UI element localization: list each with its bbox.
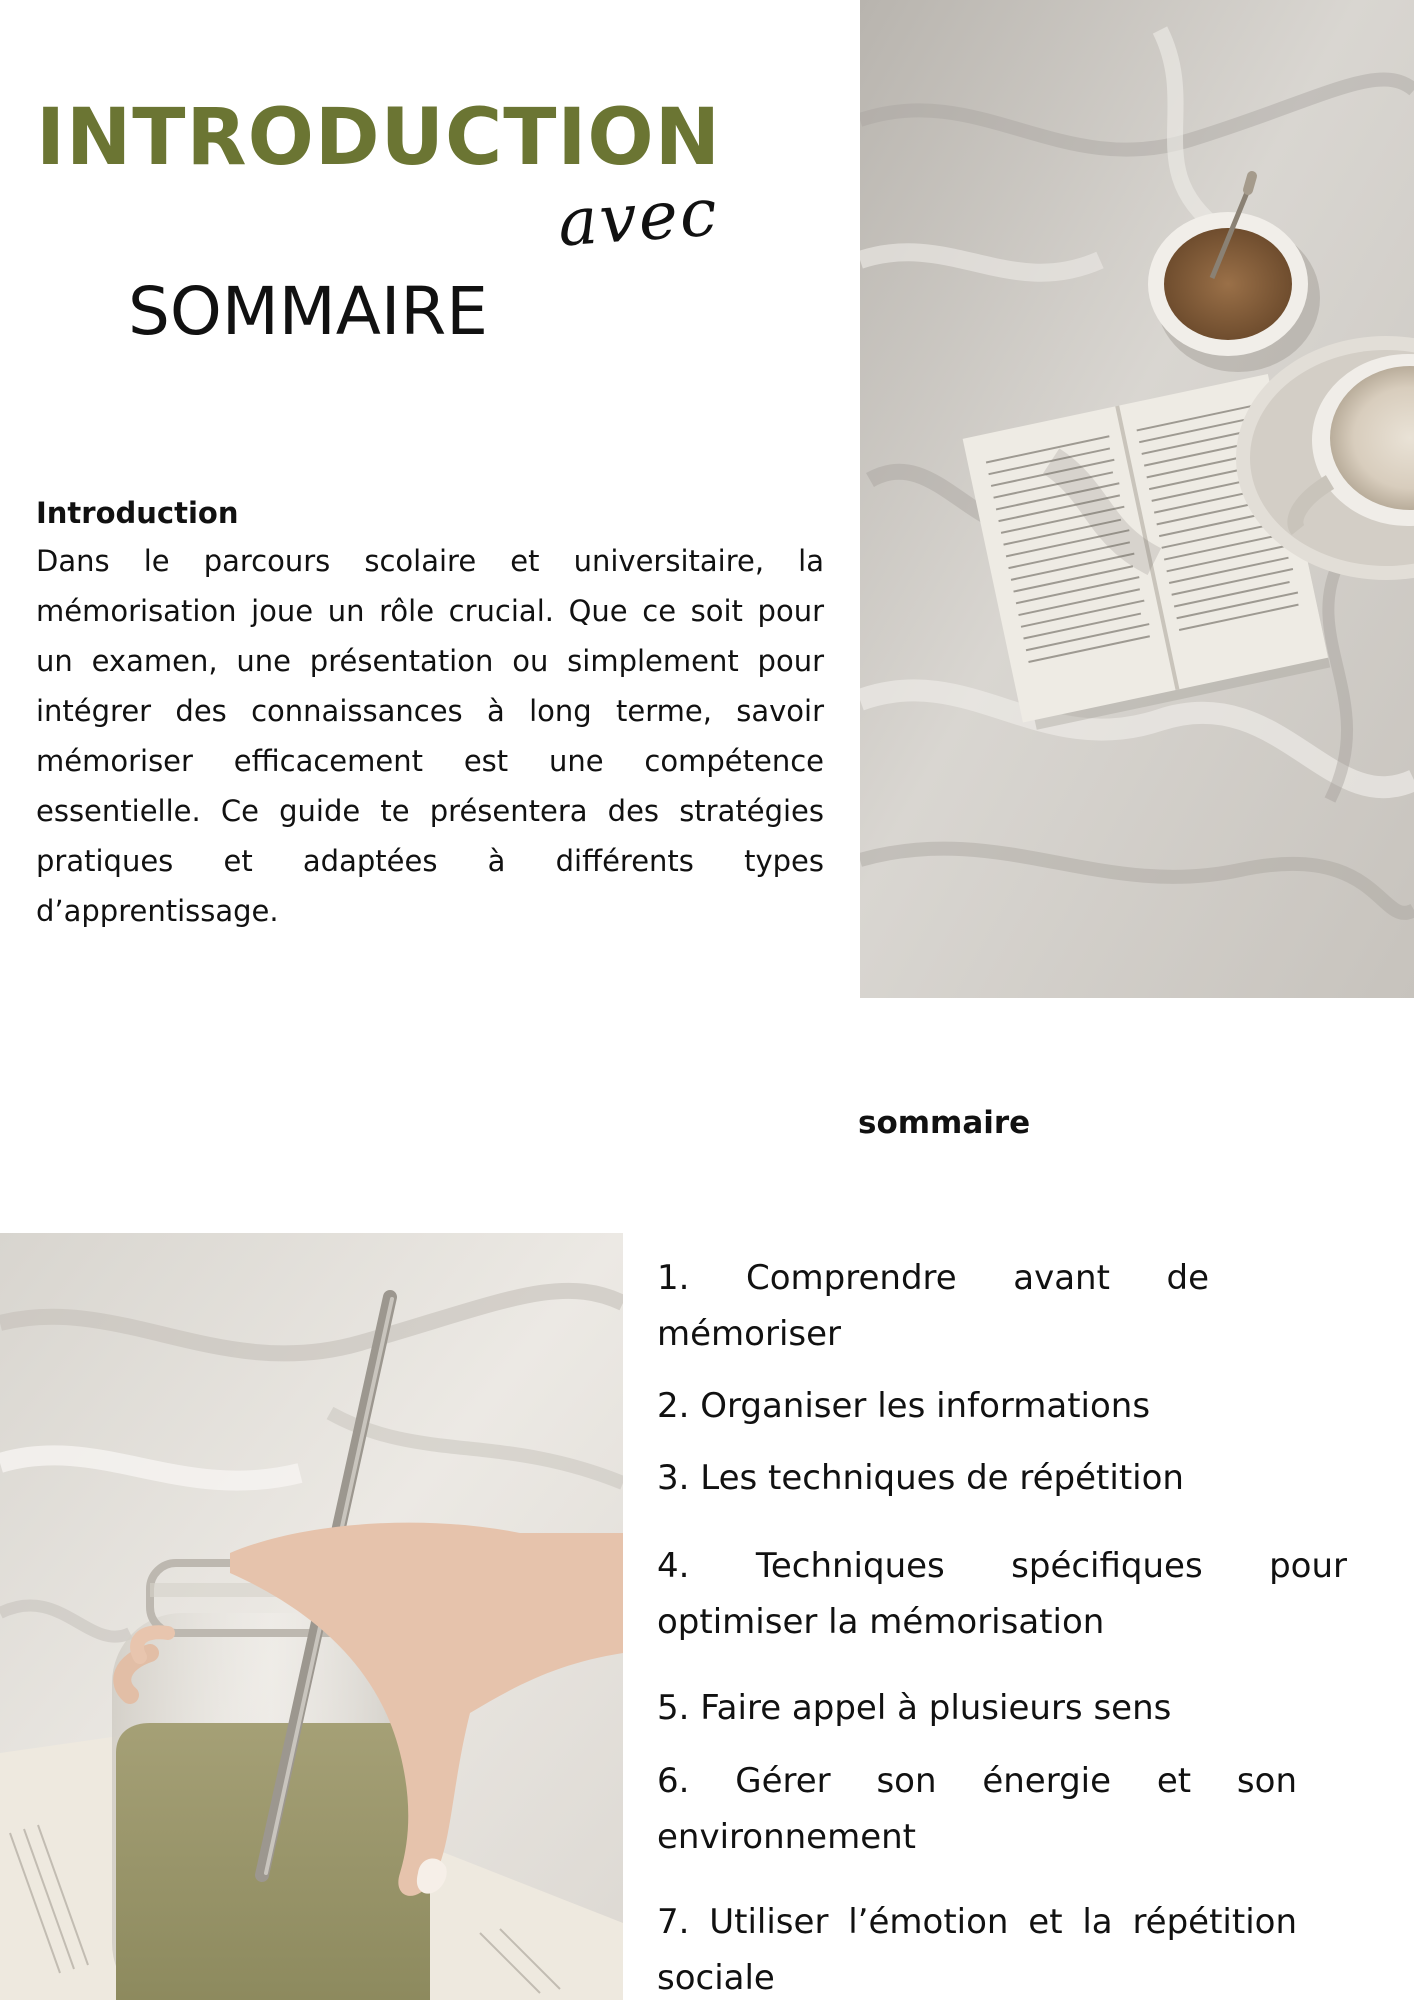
sommaire-item-1: 1. Comprendre avant de mémoriser — [657, 1258, 1209, 1354]
sommaire-item-3: 3. Les techniques de répétition — [657, 1458, 1184, 1498]
sommaire-item-7: 7. Utiliser l’émotion et la répétition sociale — [657, 1902, 1297, 1998]
photo-book-coffee — [860, 0, 1414, 998]
introduction-paragraph: Dans le parcours scolaire et universitaire, la mémorisation joue un rôle crucial. Que ce soit pour un examen, une présentation ou simplement pour intégrer des connaissances à long terme, savoir mémoriser efficacement est une compétence essentielle. Ce guide te présentera des stratégies pratiques et adaptées à différents types d’apprentissage. — [36, 544, 824, 928]
sommaire-item-5: 5. Faire appel à plusieurs sens — [657, 1688, 1172, 1728]
page-title: INTRODUCTION — [36, 93, 722, 183]
book-coffee-illustration — [860, 0, 1414, 998]
sommaire-item-6: 6. Gérer son énergie et son environnement — [657, 1761, 1297, 1857]
introduction-heading: Introduction — [36, 496, 239, 530]
sommaire-heading: sommaire — [858, 1105, 1031, 1141]
matcha-jar-illustration — [0, 1233, 623, 2000]
introduction-section — [36, 490, 824, 936]
photo-matcha-jar — [0, 1233, 623, 2000]
page-subtitle: SOMMAIRE — [128, 273, 488, 350]
title-connector: avec — [555, 173, 722, 262]
sommaire-item-2: 2. Organiser les informations — [657, 1386, 1151, 1426]
sommaire-item-4: 4. Techniques spécifiques pour optimiser la mémorisation — [657, 1546, 1347, 1642]
